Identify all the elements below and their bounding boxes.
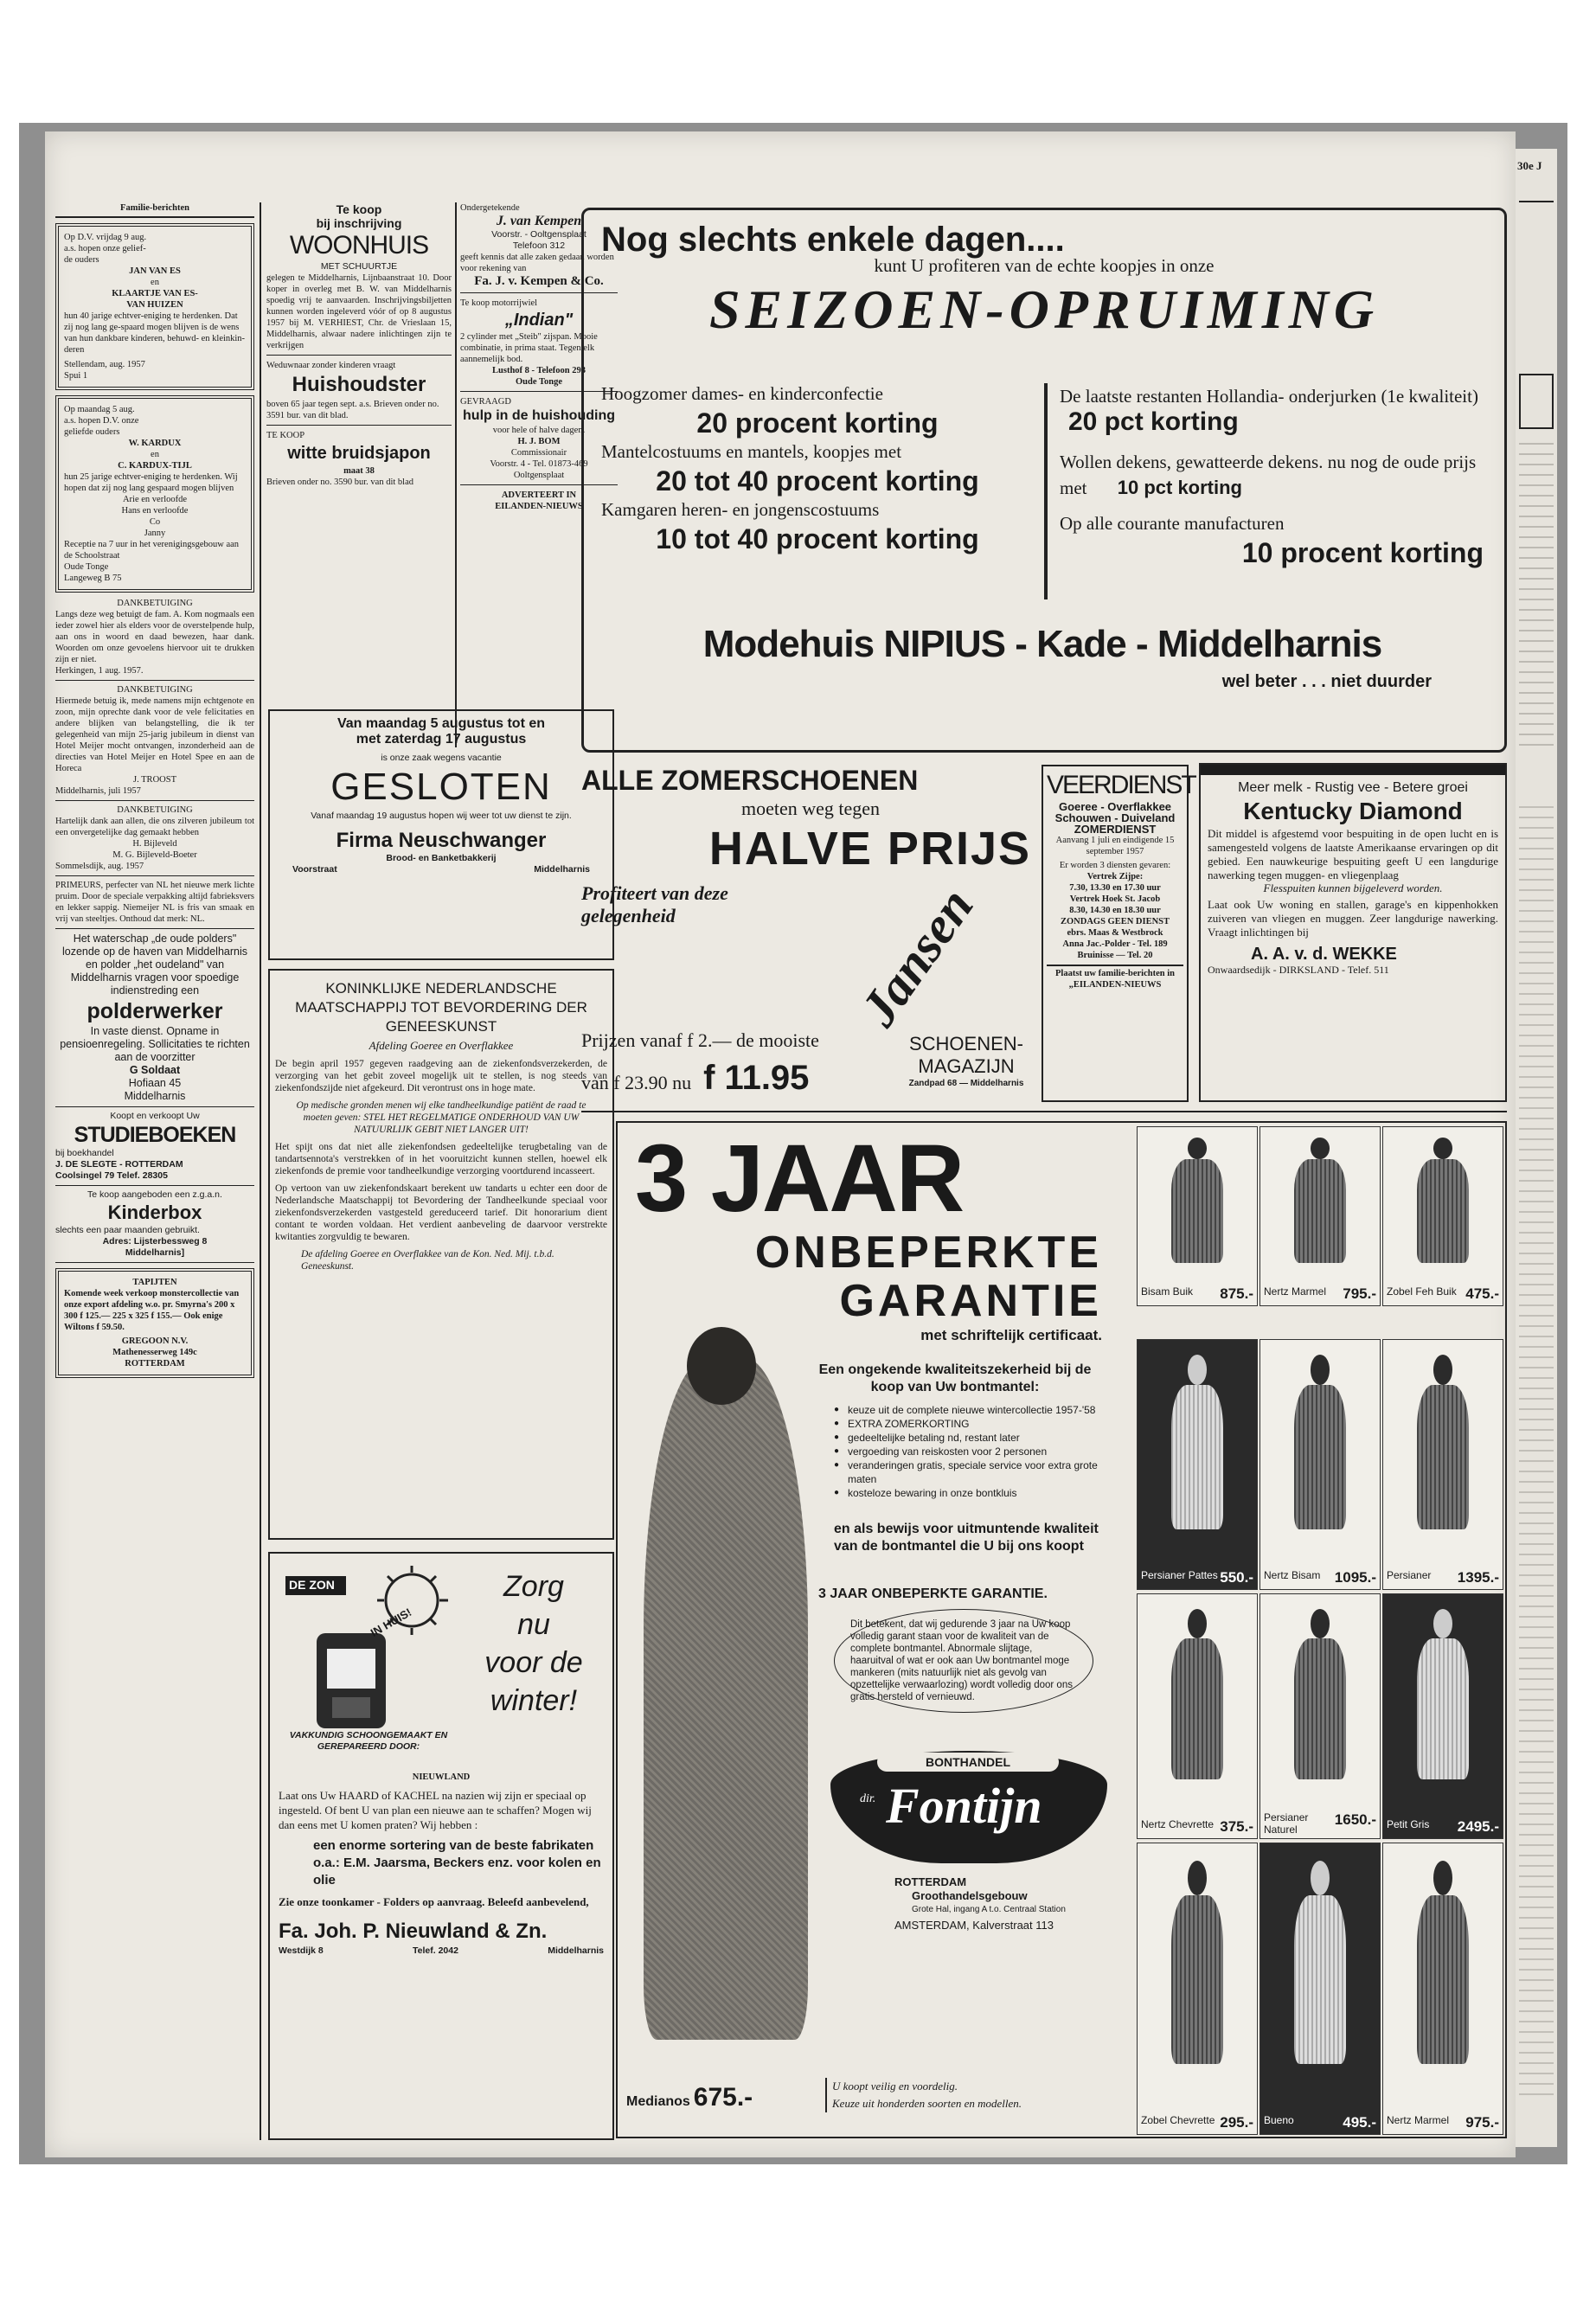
coat-card: Zobel Chevrette 295.-	[1137, 1843, 1258, 2135]
polderwerker-ad: Het waterschap „de oude polders" lozende op de haven van Middelharnis en polder „het oudeland" van Middelharnis vragen voor spoedige indienstreding een polderwerker In vaste dienst. Opname in pensioenregeling. Sollicitaties te richten aan de voorzitter G Soldaat Hofiaan 45 Middelharnis	[55, 933, 254, 1107]
gesloten-ad: Van maandag 5 augustus tot en met zaterdag 17 augustus is onze zaak wegens vacantie GESLOTEN Vanaf maandag 19 augustus hopen wij weer tot uw dienst te zijn. Firma Neuschwanger Brood- en Banketbakkerij Voorstraat Middelharnis	[268, 709, 614, 960]
nipius-seizoen-opruiming-ad: Nog slechts enkele dagen.... kunt U profiteren van de echte koopjes in onze SEIZOEN-OPRUIMING Hoogzomer dames- en kinderconfectie 20 procent korting Mantelcostuums en mantels, koopjes met 20 tot 40 procent korting Kamgaren heren- en jongenscostuums 10 tot 40 procent korting De laatste restanten Hollandia- onderjurken (1e kwaliteit) 20 pct korting Wollen dekens, gewatteerde dekens. nu nog de oude prijs met 10 pct korting Op alle courante manufacturen 10 procent korting Modehuis NIPIUS - Kade - Middelharnis wel beter . . . niet duurder	[581, 208, 1507, 753]
nipius-left-offers: Hoogzomer dames- en kinderconfectie 20 procent korting Mantelcostuums en mantels, koopjes met 20 tot 40 procent korting Kamgaren heren- en jongenscostuums 10 tot 40 procent korting	[601, 383, 979, 554]
classifieds-column-2	[266, 202, 452, 765]
adverteert-ad: ADVERTEERT IN EILANDEN-NIEUWS	[495, 490, 583, 511]
coat-card: Nertz Marmel 975.-	[1382, 1843, 1503, 2135]
jansen-logo: Jansen	[849, 877, 984, 1036]
section-rule	[581, 1111, 1507, 1112]
woonhuis-ad: Te koop bij inschrijving WOONHUIS MET SCHUURTJE gelegen te Middelharnis, Lijnbaanstraat 10. Door koper in overleg met B. W. van Middelharnis spoedig vrij te aanvaarden. Inschrijvingsbiljetten kunnen worden ingeleverd vóór of op 8 augustus 1957 bij M. VERHIEST, Chr. de Vrieslaan 15, Middelharnis, alwaar nadere inlichtingen zijn te verkrijgen	[266, 202, 452, 356]
coat-card: Bisam Buik 875.-	[1137, 1126, 1258, 1306]
fontijn-logo: Fontijn	[886, 1778, 1042, 1834]
knm-geneeskunst-ad: KONINKLIJKE NEDERLANDSCHE MAATSCHAPPIJ TOT BEVORDERING DER GENEESKUNST Afdeling Goeree en Overflakkee De begin april 1957 gegeven raadgeving aan de ziekenfondsverzekerden, de verzorging van het gebit zoveel mogelijk uit te stellen, is nog steeds van ziekenfondszijde niet afgekeurd. Dit verontrust ons in hoge mate. Op medische gronden menen wij elke tandheelkundige patiënt de raad te moeten geven: STEL HET REGELMATIGE ONDERHOUD VAN UW NATUURLIJK GEBIT NIET LANGER UIT! Het spijt ons dat niet alle ziekenfondsen gedeeltelijke terugbetaling van de tandartsennota's verstrekken of in het vooruitzicht kunnen stellen, hoewel elk ziekenfonds de premie voor tandheelkundige verzorging voortdurend incasseert. Op vertoon van uw ziekenfondskaart berekent uw tandarts u echter een door de Nederlandsche Maatschappij tot Bevordering der Tandheelkunde speciaal voor ziekenfondsverzekerden vastgesteld gereduceerd tarief. Dit honorarium dient contant te worden voldaan. Het verdient aanbeveling de daarvoor verstrekte kwitanties zorgvuldig te bewaren. De afdeling Goeree en Overflakkee van de Kon. Ned. Mij. t.b.d. Geneeskunst.	[268, 969, 614, 1540]
indian-ad: Te koop motorrijwiel „Indian" 2 cylinder met „Steib" zijspan. Mooie combinatie, in prima staat. Tegen elk aannemelijk bod. Lusthof 8 - Telefoon 293 Oude Tonge	[460, 298, 618, 392]
thanks-bijleveld: DANKBETUIGING Hartelijk dank aan allen, die ons zilveren jubileum tot een onvergetelijke dag gemaakt hebben H. Bijleveld M. G. Bijleveld-Boeter Sommelsdijk, aug. 1957	[55, 804, 254, 876]
fur-coat-grid	[1137, 1126, 1503, 2135]
fontijn-benefits-list: ● keuze uit de complete nieuwe wintercollectie 1957-'58 ● EXTRA ZOMERKORTING ● gedeeltelijke betaling nd, restant later ● vergoeding van reiskosten voor 2 personen ● veranderingen gratis, speciale service voor extra grote maten ● kosteloze bewaring in onze bontkluis	[834, 1403, 1102, 1500]
coat-card: Petit Gris 2495.-	[1382, 1593, 1503, 1839]
nipius-right-offers: De laatste restanten Hollandia- onderjurken (1e kwaliteit) 20 pct korting Wollen dekens, gewatteerde dekens. nu nog de oude prijs met 10 pct korting Op alle courante manufacturen 10 procent korting	[1060, 386, 1484, 568]
model-head	[687, 1327, 756, 1405]
kinderbox-ad: Te koop aangeboden een z.g.a.n. Kinderbox slechts een paar maanden gebruikt. Adres: Lijsterbessweg 8 Middelharnis]	[55, 1189, 254, 1263]
column-header: Familie-berichten	[55, 202, 254, 218]
nieuwland-ad: DE ZON IN HUIS! VAKKUNDIG SCHOONGEMAAKT EN GEREPAREERD DOOR: Zorg nu voor de winter! NIEUWLAND Laat ons Uw HAARD of KACHEL na nazien wij zijn er speciaal op ingesteld. Of bent U van plan een nieuwe aan te schaffen? Mogen wij dan eens met U komen praten? Wij hebben : een enorme sortering van de beste fabrikaten o.a.: E.M. Jaarsma, Beckers enz. voor kolen en olie Zie onze toonkamer - Folders op aanvraag. Beleefd aanbevelend, Fa. Joh. P. Nieuwland & Zn. Westdijk 8 Telef. 2042 Middelharnis	[268, 1552, 614, 2140]
huishoudster-ad: Weduwnaar zonder kinderen vraagt Huishoudster boven 65 jaar tegen sept. a.s. Brieven onder no. 3591 bur. van dit blad.	[266, 360, 452, 426]
model-in-fur-coat-image	[644, 1356, 808, 2040]
kempen-ad: Ondergetekende J. van Kempen Voorstr. - Ooltgensplaat Telefoon 312 geeft kennis dat alle zaken gedaan worden voor rekening van Fa. J. v. Kempen & Co.	[460, 202, 618, 293]
coat-card: Nertz Chevrette 375.-	[1137, 1593, 1258, 1839]
fontijn-bonthandel-ad: 3 JAAR ONBEPERKTE GARANTIE met schriftelijk certificaat. Een ongekende kwaliteitszekerheid bij de koop van Uw bontmantel: ● keuze uit de complete nieuwe wintercollectie 1957-'58 ● EXTRA ZOMERKORTING ● gedeeltelijke betaling nd, restant later ● vergoeding van reiskosten voor 2 personen ● veranderingen gratis, speciale service voor extra grote maten ● kosteloze bewaring in onze bontkluis en als bewijs voor uitmuntende kwaliteit van de bontmantel die U bij ons koopt 3 JAAR ONBEPERKTE GARANTIE. Dit betekent, dat wij gedurende 3 jaar na Uw koop volledig garant staan voor de kwaliteit van de complete bontmantel. Abnormale slijtage, haaruitval of wat er ook aan Uw bontmantel moge mankeren (mits natuurlijk niet als gevolg van opzettelijke verwaarlozing) wordt volledig door ons gratis hersteld of vernieuwd. BONTHANDEL dir. Fontijn ROTTERDAM Groothandelsgebouw Grote Hal, ingang A t.o. Centraal Station AMSTERDAM, Kalverstraat 113 Medianos 675.- U koopt veilig en voordelig. Keuze uit honderden soorten en modellen. Bisam Buik 875.- Nertz Marmel 795.- Zobel Feh Buik 475.- Persianer Pattes 550.- Nertz Bisam 1095.- Persianer 1395.- Nertz Chevrette 375.- Persianer Naturel 1650.- Petit Gris 2495.- Zobel Chevrette 295.- Bueno 495.- Nertz Marmel 975.-	[616, 1121, 1507, 2138]
coat-card: Nertz Bisam 1095.-	[1259, 1339, 1381, 1590]
veerdienst-ad: VEERDIENST Goeree - Overflakkee Schouwen - Duiveland ZOMERDIENST Aanvang 1 juli en eindigende 15 september 1957 Er worden 3 diensten gevaren: Vertrek Zijpe: 7.30, 13.30 en 17.30 uur Vertrek Hoek St. Jacob 8.30, 14.30 en 18.30 uur ZONDAGS GEEN DIENST ebrs. Maas & Westbrock Anna Jac.-Polder - Tel. 189 Bruinisse — Tel. 20 Plaatst uw familie-berichten in „EILANDEN-NIEUWS	[1042, 765, 1189, 1102]
jansen-schoenen-ad: ALLE ZOMERSCHOENEN moeten weg tegen HALVE PRIJS Profiteert van deze gelegenheid Jansen Prijzen vanaf f 2.— de mooiste van f 23.90 nu f 11.95 SCHOENEN- MAGAZIJN Zandpad 68 — Middelharnis	[581, 765, 1031, 1097]
notice-anniversary-van-es: Op D.V. vrijdag 9 aug. a.s. hopen onze gelief- de ouders JAN VAN ES en KLAARTJE VAN ES- VAN HUIZEN hun 40 jarige echtver-eniging te herdenken. Dat zij nog lang ge-spaard mogen blijven is de wens van hun dankbare kinderen, behuwd- en kleinkin-deren Stellendam, aug. 1957 Spui 1	[55, 223, 254, 390]
studieboeken-ad: Koopt en verkoopt Uw STUDIEBOEKEN bij boekhandel J. DE SLEGTE - ROTTERDAM Coolsingel 79 Telef. 28305	[55, 1111, 254, 1186]
tapijten-ad: TAPIJTEN Komende week verkoop monstercollectie van onze export afdeling w.o. pr. Smyrna's 200 x 300 f 125.— 225 x 325 f 155.— Ook enige Wiltons f 59.50. GREGOON N.V. Mathenesserweg 149c ROTTERDAM	[55, 1268, 254, 1378]
thanks-troost: DANKBETUIGING Hiermede betuig ik, mede namens mijn echtgenote en zoon, mijn oprechte dank voor de vele felicitaties en andere blijken van belangstelling, die ik ter gelegenheid van mijn 25-jarig jubileum in dienst van Hotel Meijer mocht ontvangen, inzonderheid aan de directies van Hotel Meijer en Hotel Spee en aan de Horeca J. TROOST Middelharnis, juli 1957	[55, 684, 254, 801]
nipius-firm-name: Modehuis NIPIUS - Kade - Middelharnis	[702, 623, 1382, 665]
coat-card: Persianer 1395.-	[1382, 1339, 1503, 1590]
coat-card: Nertz Marmel 795.-	[1259, 1126, 1381, 1306]
column-rule	[260, 202, 261, 2140]
kentucky-diamond-ad: Meer melk - Rustig vee - Betere groei Kentucky Diamond Dit middel is afgestemd voor bespuiting in de open lucht en is samengesteld volgens de laatste Amerikaanse ervaringen op dit gebied. Een nauwkeurige bespuiting geeft U een langdurige nawerking tegen muggen- en vliegenplaag Flesspuiten kunnen bijgeleverd worden. Laat ook Uw woning en stallen, garage's en kippenhokken zuiveren van vliegen en muggen. Zeer langdurige nawerking. Vraagt inlichtingen bij A. A. v. d. WEKKE Onwaardsedijk - DIRKSLAND - Telef. 511	[1199, 763, 1507, 1102]
coat-card: Persianer Pattes 550.-	[1137, 1339, 1258, 1590]
notice-anniversary-kardux: Op maandag 5 aug. a.s. hopen D.V. onze geliefde ouders W. KARDUX en C. KARDUX-TIJL hun 25 jarige echtver-eniging te herdenken. Wij hopen dat zij nog lang gespaard mogen blijven Arie en verloofde Hans en verloofde Co Janny Receptie na 7 uur in het verenigingsgebouw aan de Schoolstraat Oude Tonge Langeweg B 75	[55, 395, 254, 593]
hulp-ad: GEVRAAGD hulp in de huishouding voor hele of halve dagen. H. J. BOM Commissionair Voorstr. 4 - Tel. 01873-469 Ooltgensplaat	[460, 396, 618, 485]
coat-card: Bueno 495.-	[1259, 1843, 1381, 2135]
coat-card: Persianer Naturel 1650.-	[1259, 1593, 1381, 1839]
primeurs-ad: PRIMEURS, perfecter van NL het nieuwe merk lichte pruim. Door de speciale verpakking altijd fabrieksvers en lekker sappig. Niemeijer NL is fris van smaak en vrij van steeltjes. Onthoud dat merk: NL.	[55, 880, 254, 929]
family-notices-column	[55, 202, 254, 2140]
coat-card: Zobel Feh Buik 475.-	[1382, 1126, 1503, 1306]
winter-slogan: Zorg nu voor de winter!	[484, 1570, 583, 1717]
thanks-kom: DANKBETUIGING Langs deze weg betuigt de fam. A. Kom nogmaals een ieder zowel hier als elders voor de overstelpende hulp, aan ons in woord en daad bewezen, haar dank. Woorden om onze gevoelens hiervoor uit te drukken zijn er niet. Herkingen, 1 aug. 1957.	[55, 598, 254, 681]
nipius-divider	[1044, 383, 1048, 599]
kachel-illustration: DE ZON IN HUIS! VAKKUNDIG SCHOONGEMAAKT EN GEREPAREERD DOOR:	[282, 1566, 455, 1765]
newspaper-page	[45, 131, 1516, 2157]
adjacent-page-edge: 30e J	[1516, 149, 1557, 2147]
column-rule	[455, 202, 457, 747]
bruidsjapon-ad: TE KOOP witte bruidsjapon maat 38 Brieven onder no. 3590 bur. van dit blad	[266, 431, 431, 487]
